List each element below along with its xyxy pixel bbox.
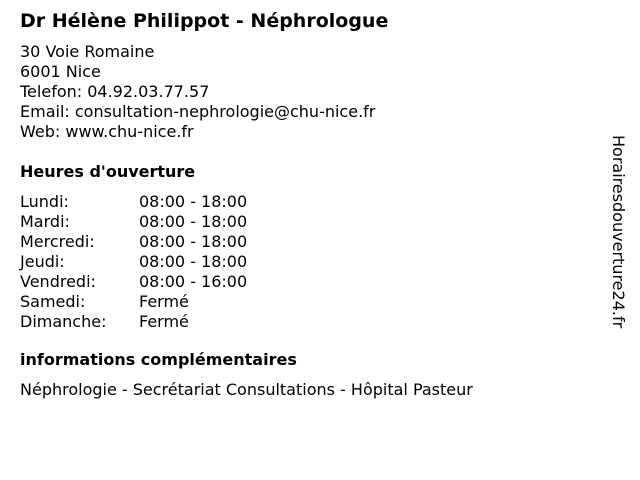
day-label: Mardi:: [20, 212, 70, 231]
page-title: Dr Hélène Philippot - Néphrologue: [20, 10, 389, 32]
day-label: Jeudi:: [20, 252, 65, 271]
opening-hours-table: [20, 192, 600, 332]
hours-row-monday: [20, 192, 600, 212]
time-value: 08:00 - 18:00: [139, 192, 248, 211]
opening-hours-heading: Heures d'ouverture: [20, 162, 196, 181]
day-label: Vendredi:: [20, 272, 96, 291]
hours-row-saturday: [20, 292, 600, 312]
day-label: Lundi:: [20, 192, 69, 211]
day-label: Dimanche:: [20, 312, 107, 331]
listing-content: [20, 8, 600, 400]
site-brand-label: Horairesdouverture24.fr: [609, 135, 628, 329]
hours-row-wednesday: [20, 232, 600, 252]
hours-row-thursday: [20, 252, 600, 272]
time-value: 08:00 - 16:00: [139, 272, 248, 291]
additional-info-heading: informations complémentaires: [20, 350, 297, 369]
time-value: 08:00 - 18:00: [139, 232, 248, 251]
time-value: Fermé: [139, 292, 189, 311]
phone-number: Telefon: 04.92.03.77.57: [20, 82, 210, 101]
city-address: 6001 Nice: [20, 62, 101, 81]
website-address: Web: www.chu-nice.fr: [20, 122, 194, 141]
day-label: Mercredi:: [20, 232, 95, 251]
email-address: Email: consultation-nephrologie@chu-nice.fr: [20, 102, 376, 121]
hours-row-friday: [20, 272, 600, 292]
time-value: 08:00 - 18:00: [139, 212, 248, 231]
additional-info-text: Néphrologie - Secrétariat Consultations - Hôpital Pasteur: [20, 380, 473, 399]
contact-block: [20, 42, 600, 142]
hours-row-tuesday: [20, 212, 600, 232]
hours-row-sunday: [20, 312, 600, 332]
time-value: 08:00 - 18:00: [139, 252, 248, 271]
time-value: Fermé: [139, 312, 189, 331]
street-address: 30 Voie Romaine: [20, 42, 155, 61]
day-label: Samedi:: [20, 292, 86, 311]
